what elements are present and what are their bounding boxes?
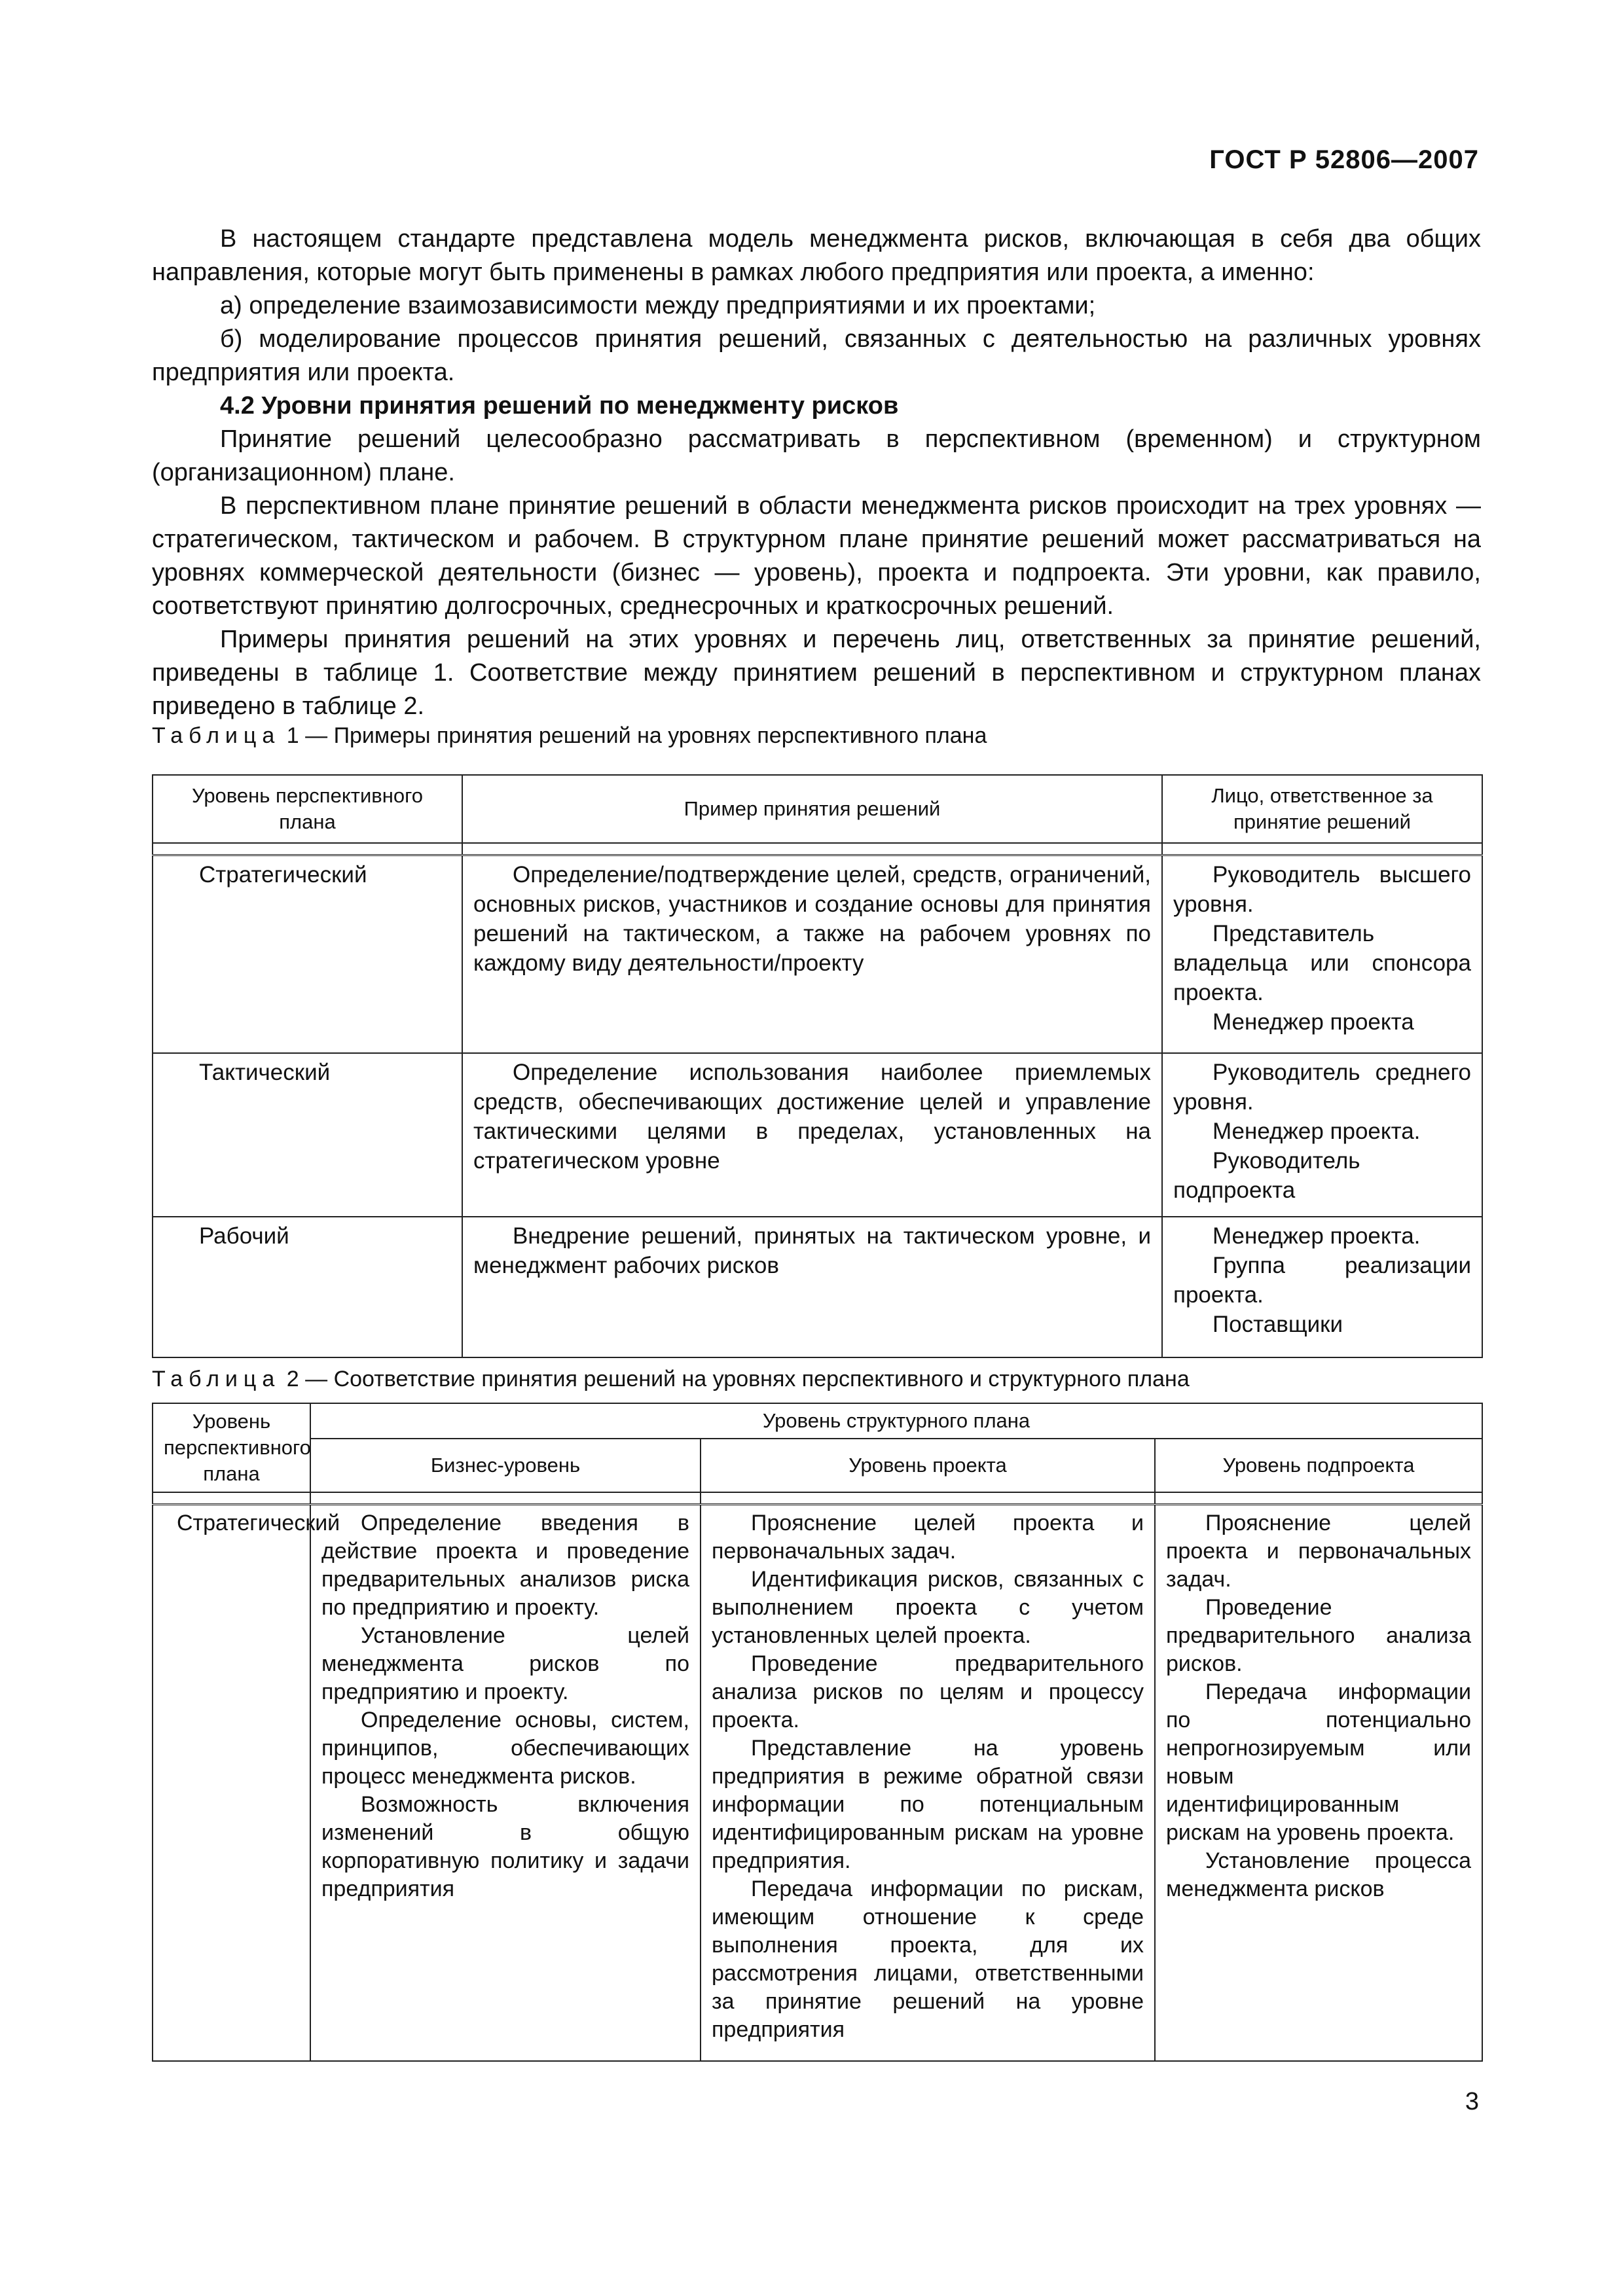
paragraph: В перспективном плане принятие решений в области менеджмента рисков происходит на трех уровнях — стратегическом, тактическом и рабочем. В структурном плане принятие решений может рассматриваться на уровнях коммерческой деятельности (бизнес — уровень), проекта и подпроекта. Эти уровни, как правило, соответствуют принятию долгосрочных, среднесрочных и краткосрочных решений.	[152, 492, 1481, 620]
table2-header-level: Уровень перспективного плана	[153, 1403, 310, 1492]
table2-header-separator	[153, 1492, 1482, 1505]
table1-header-row	[153, 775, 1482, 843]
document-code: ГОСТ Р 52806—2007	[1209, 145, 1479, 174]
table2-subheader-project: Уровень проекта	[701, 1439, 1155, 1492]
cell-text: Группа реализации проекта.	[1173, 1252, 1471, 1308]
table-1	[152, 774, 1483, 1358]
table2-subproject-cell	[1155, 1505, 1482, 2061]
table2-caption	[152, 1367, 1190, 1392]
table1-responsible-cell	[1162, 1217, 1482, 1357]
table2-subheader-row	[153, 1439, 1482, 1492]
table2-level-cell: Стратегический	[153, 1505, 310, 2061]
table1-header-separator	[153, 843, 1482, 855]
table1-level-cell: Стратегический	[153, 855, 462, 1053]
cell-text: Определение основы, систем, принципов, обеспечивающих процесс менеджмента рисков.	[321, 1708, 689, 1789]
table-2	[152, 1403, 1483, 2062]
body-text	[152, 223, 1481, 723]
table1-example-cell	[462, 855, 1162, 1053]
cell-text: Возможность включения изменений в общую корпоративную политику и задачи предприятия	[321, 1792, 689, 1901]
paragraph: В настоящем стандарте представлена модель менеджмента рисков, включающая в себя два общих направления, которые могут быть применены в рамках любого предприятия или проекта, а именно:	[152, 225, 1481, 286]
cell-text: Идентификация рисков, связанных с выполнением проекта с учетом установленных целей проекта.	[712, 1567, 1144, 1648]
table1-caption-text: 1 — Примеры принятия решений на уровнях перспективного плана	[286, 723, 987, 748]
section-heading: 4.2 Уровни принятия решений по менеджменту рисков	[220, 392, 899, 420]
cell-text: Руководитель высшего уровня.	[1173, 862, 1471, 917]
cell-text: Менеджер проекта.	[1213, 1223, 1421, 1249]
table1-level-cell: Рабочий	[153, 1217, 462, 1357]
cell-text: Установление процесса менеджмента рисков	[1166, 1848, 1472, 1901]
cell-text: Поставщики	[1213, 1311, 1343, 1337]
cell-text: Руководитель среднего уровня.	[1173, 1059, 1471, 1115]
cell-text: Менеджер проекта.	[1213, 1118, 1421, 1144]
cell-text: Прояснение целей проекта и первоначальных задач.	[712, 1511, 1144, 1564]
cell-text: Определение введения в действие проекта и проведение предварительных анализов риска по предприятию и проекту.	[321, 1511, 689, 1620]
cell-text: Прояснение целей проекта и первоначальных задач.	[1166, 1511, 1472, 1592]
cell-text: Передача информации по рискам, имеющим отношение к среде выполнения проекта, для их рассмотрения лицами, ответственными за принятие решений на уровне предприятия	[712, 1876, 1144, 2042]
cell-text: Представление на уровень предприятия в режиме обратной связи информации по потенциальным идентифицированным рискам на уровне предприятия.	[712, 1736, 1144, 1873]
table-row	[153, 855, 1482, 1053]
cell-text: Проведение предварительного анализа рисков.	[1166, 1595, 1472, 1676]
table2-caption-text: 2 — Соответствие принятия решений на уровнях перспективного и структурного плана	[286, 1367, 1190, 1391]
table1-caption-label: Таблица	[152, 723, 281, 748]
cell-text: Определение/подтверждение целей, средств, ограничений, основных рисков, участников и создание основы для принятия решений на тактическом, а также на рабочем уровнях по каждому виду деятельности/проекту	[473, 862, 1151, 976]
table1-header-example: Пример принятия решений	[462, 775, 1162, 843]
table2-caption-label: Таблица	[152, 1367, 281, 1391]
table2-header-row	[153, 1403, 1482, 1439]
table2-project-cell	[701, 1505, 1155, 2061]
paragraph: Принятие решений целесообразно рассматривать в перспективном (временном) и структурном (организационном) плане.	[152, 425, 1481, 486]
table2-business-cell	[310, 1505, 701, 2061]
table1-example-cell	[462, 1053, 1162, 1217]
table1-header-responsible: Лицо, ответственное за принятие решений	[1162, 775, 1482, 843]
table2-header-structural: Уровень структурного плана	[310, 1403, 1482, 1439]
paragraph: Примеры принятия решений на этих уровнях и перечень лиц, ответственных за принятие решений, приведены в таблице 1. Соответствие между принятием решений в перспективном и структурном планах приведено в таблице 2.	[152, 626, 1481, 720]
page-number: 3	[1465, 2088, 1479, 2115]
cell-text: Представитель владельца или спонсора проекта.	[1173, 921, 1471, 1005]
paragraph: б) моделирование процессов принятия решений, связанных с деятельностью на различных уровнях предприятия или проекта.	[152, 325, 1481, 386]
cell-text: Проведение предварительного анализа рисков по целям и процессу проекта.	[712, 1651, 1144, 1732]
table2-subheader-business: Бизнес-уровень	[310, 1439, 701, 1492]
table-row	[153, 1505, 1482, 2061]
table1-level-cell: Тактический	[153, 1053, 462, 1217]
cell-text: Руководитель подпроекта	[1173, 1147, 1360, 1203]
cell-text: Внедрение решений, принятых на тактическом уровне, и менеджмент рабочих рисков	[473, 1223, 1151, 1278]
cell-text: Менеджер проекта	[1213, 1009, 1414, 1035]
table-row	[153, 1217, 1482, 1357]
table1-example-cell	[462, 1217, 1162, 1357]
cell-text: Установление целей менеджмента рисков по предприятию и проекту.	[321, 1623, 689, 1704]
paragraph: а) определение взаимозависимости между предприятиями и их проектами;	[220, 292, 1096, 319]
table1-responsible-cell	[1162, 1053, 1482, 1217]
table-row	[153, 1053, 1482, 1217]
cell-text: Передача информации по потенциально непрогнозируемым или новым идентифицированным рискам на уровень проекта.	[1166, 1679, 1472, 1845]
table1-caption	[152, 723, 987, 749]
table2-subheader-subproject: Уровень подпроекта	[1155, 1439, 1482, 1492]
table1-header-level: Уровень перспективного плана	[153, 775, 462, 843]
cell-text: Определение использования наиболее приемлемых средств, обеспечивающих достижение целей и управление тактическими целями в пределах, установленных на стратегическом уровне	[473, 1059, 1151, 1174]
table1-responsible-cell	[1162, 855, 1482, 1053]
